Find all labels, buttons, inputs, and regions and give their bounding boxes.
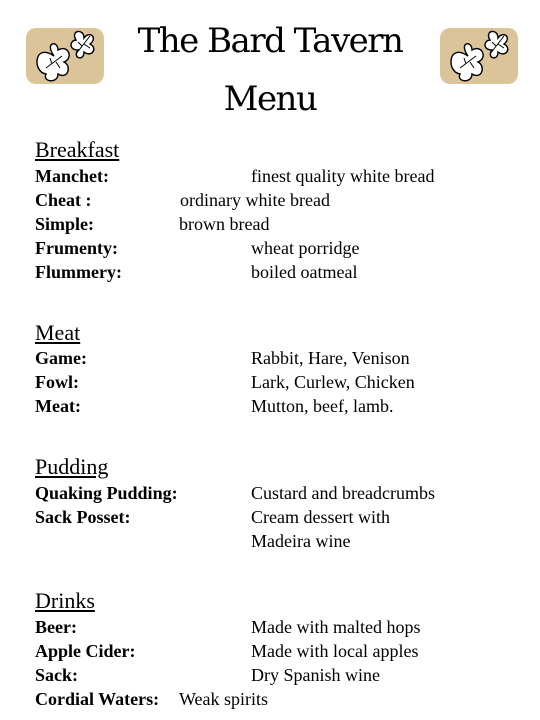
menu-item-desc: Custard and breadcrumbs bbox=[251, 483, 435, 503]
menu-item-desc: Cream dessert with bbox=[251, 507, 390, 527]
menu-item-label: Cheat : bbox=[35, 190, 92, 210]
menu-item-desc: brown bread bbox=[179, 214, 270, 234]
section-heading-breakfast: Breakfast bbox=[35, 137, 120, 162]
section-heading-drinks: Drinks bbox=[35, 588, 95, 613]
menu-item-label: Sack Posset: bbox=[35, 507, 131, 527]
menu-item-desc: Weak spirits bbox=[179, 689, 269, 709]
menu-subtitle: Menu bbox=[223, 79, 317, 119]
menu-item-label: Fowl: bbox=[35, 372, 79, 392]
menu-item-label: Apple Cider: bbox=[35, 641, 136, 661]
menu-item-label: Cordial Waters: bbox=[35, 689, 160, 709]
menu-item-desc: Dry Spanish wine bbox=[251, 665, 380, 685]
menu-item-desc: Rabbit, Hare, Venison bbox=[251, 348, 410, 368]
menu-title: The Bard Tavern bbox=[137, 21, 403, 61]
menu-item-label: Game: bbox=[35, 348, 87, 368]
menu-item-label: Quaking Pudding: bbox=[35, 483, 178, 503]
menu-item-label: Meat: bbox=[35, 396, 81, 416]
menu-item-label: Beer: bbox=[35, 617, 77, 637]
menu-item-desc: Made with local apples bbox=[251, 641, 419, 661]
menu-item-label: Simple: bbox=[35, 214, 95, 234]
menu-item-desc: Lark, Curlew, Chicken bbox=[251, 372, 415, 392]
menu-item-desc: Made with malted hops bbox=[251, 617, 421, 637]
menu-item-desc: ordinary white bread bbox=[180, 190, 330, 210]
menu-item-desc: finest quality white bread bbox=[251, 166, 435, 186]
menu-item-label: Flummery: bbox=[35, 262, 122, 282]
menu-item-label: Manchet: bbox=[35, 166, 109, 186]
menu-item-desc: Mutton, beef, lamb. bbox=[251, 396, 394, 416]
section-heading-pudding: Pudding bbox=[35, 454, 109, 479]
menu-item-desc: Madeira wine bbox=[251, 531, 351, 551]
section-heading-meat: Meat bbox=[35, 320, 81, 345]
menu-item-label: Frumenty: bbox=[35, 238, 118, 258]
menu-item-label: Sack: bbox=[35, 665, 79, 685]
menu-item-desc: wheat porridge bbox=[251, 238, 360, 258]
menu-item-desc: boiled oatmeal bbox=[251, 262, 358, 282]
